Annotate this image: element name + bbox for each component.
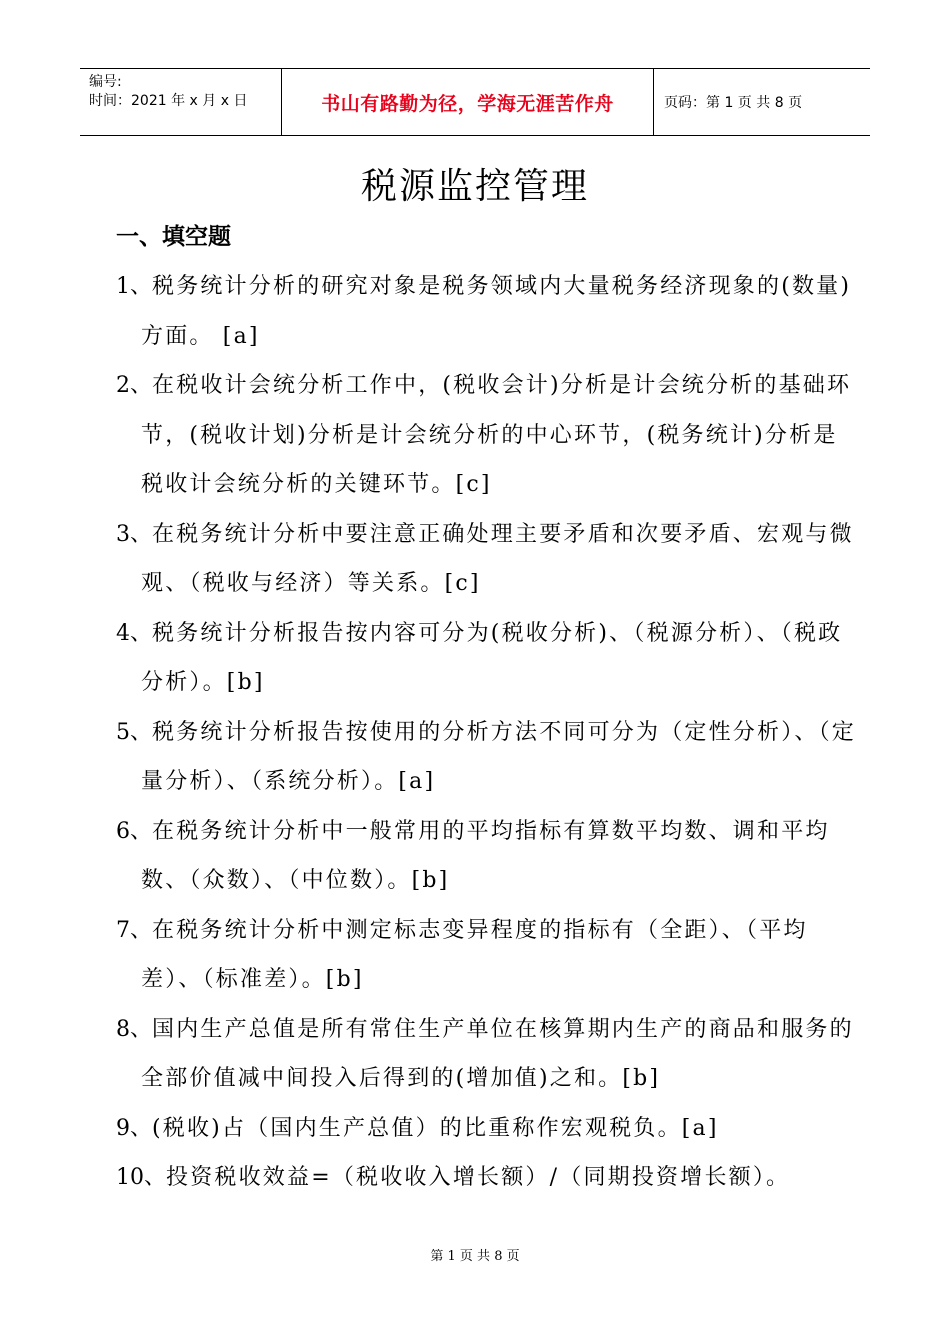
question-item [116, 510, 856, 609]
question-number: 4、 [116, 620, 152, 646]
question-text: 在税收计会统分析工作中，(税收会计)分析是计会统分析的基础环节，(税收计划)分析是计会统分析的中心环节，(税务统计)分析是税收计会统分析的关键环节。[c] [141, 373, 852, 497]
question-item [116, 708, 856, 807]
question-text: 在税务统计分析中要注意正确处理主要矛盾和次要矛盾、宏观与微观、（税收与经济）等关系。[c] [141, 521, 854, 596]
page-info: 页码：第 1 页 共 8 页 [664, 95, 803, 111]
question-number: 5、 [116, 719, 152, 745]
motto-text: 书山有路勤为径，学海无涯苦作舟 [321, 92, 614, 115]
code-label: 编号: [89, 74, 122, 90]
question-list [116, 262, 856, 1203]
question-item [116, 807, 856, 906]
question-text: 投资税收效益=（税收收入增长额）/（同期投资增长额）。 [166, 1165, 791, 1190]
question-text: 在税务统计分析中一般常用的平均指标有算数平均数、调和平均数、（众数）、（中位数）。[b] [141, 818, 830, 893]
question-number: 2、 [116, 373, 152, 398]
question-text: 税务统计分析报告按内容可分为(税收分析)、（税源分析）、（税政分析）。[b] [141, 620, 843, 695]
question-number: 10、 [116, 1165, 166, 1190]
question-text: 税务统计分析的研究对象是税务领域内大量税务经济现象的(数量)方面。 [a] [141, 274, 852, 349]
question-item [116, 361, 856, 510]
header-page-cell [654, 69, 870, 135]
question-text: 国内生产总值是所有常住生产单位在核算期内生产的商品和服务的全部价值减中间投入后得到的(增加值)之和。[b] [141, 1016, 854, 1091]
question-item [116, 1153, 856, 1203]
question-item [116, 262, 856, 361]
question-text: (税收)占（国内生产总值）的比重称作宏观税负。[a] [152, 1115, 719, 1141]
header-table [80, 68, 870, 136]
question-item [116, 1104, 856, 1154]
header-meta-cell [80, 69, 282, 135]
question-text: 税务统计分析报告按使用的分析方法不同可分为（定性分析）、（定量分析）、（系统分析）。[a] [141, 719, 857, 794]
question-number: 9、 [116, 1115, 152, 1141]
date-label: 时间：2021 年 x 月 x 日 [89, 93, 248, 109]
question-number: 3、 [116, 521, 152, 547]
document-title: 税源监控管理 [360, 166, 589, 207]
question-item [116, 906, 856, 1005]
question-number: 8、 [116, 1016, 152, 1042]
question-item [116, 609, 856, 708]
question-number: 6、 [116, 818, 152, 844]
header-motto-cell [282, 69, 654, 135]
question-item [116, 1005, 856, 1104]
section-heading: 一、填空题 [116, 224, 231, 250]
question-text: 在税务统计分析中测定标志变异程度的指标有（全距）、（平均差）、（标准差）。[b] [141, 917, 808, 992]
page-footer: 第 1 页 共 8 页 [430, 1249, 520, 1264]
question-number: 1、 [116, 274, 152, 299]
question-number: 7、 [116, 917, 152, 943]
